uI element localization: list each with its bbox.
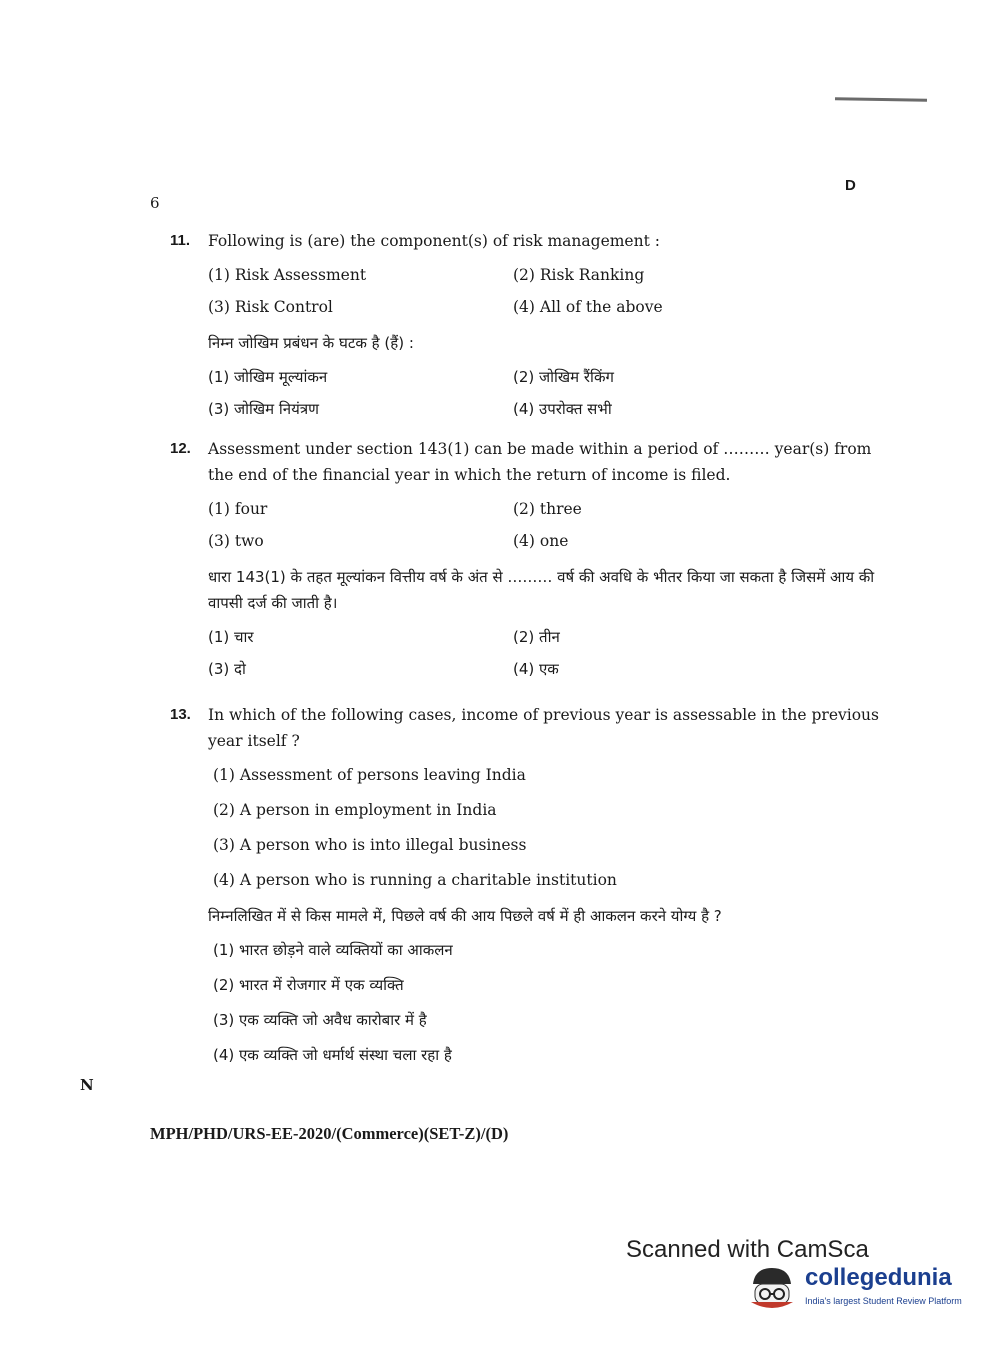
- question-text-en: In which of the following cases, income of previous year is assessable in the previous year itself ?: [208, 706, 879, 750]
- scan-mark: [835, 97, 927, 102]
- option: (2) तीन: [513, 628, 560, 646]
- question-text-hi: निम्न जोखिम प्रबंधन के घटक है (हैं) :: [208, 334, 414, 352]
- option: (3) Risk Control: [208, 298, 333, 316]
- question-text-hi: निम्नलिखित में से किस मामले में, पिछले वर्ष की आय पिछले वर्ष में ही आकलन करने योग्य है ?: [208, 907, 722, 925]
- brand-name: collegedunia: [805, 1264, 952, 1291]
- option: (3) जोखिम नियंत्रण: [208, 400, 319, 418]
- question-text-en: Assessment under section 143(1) can be made within a period of ……… year(s) from the end of the financial year in which the return of income is filed.: [208, 440, 872, 484]
- option: (4) one: [513, 532, 569, 550]
- options-en: [208, 262, 880, 320]
- options-hi: [213, 937, 880, 1068]
- question-text-hi: धारा 143(1) के तहत मूल्यांकन वित्तीय वर्ष के अंत से ……… वर्ष की अवधि के भीतर किया जा सकता है जिसमें आय की वापसी दर्ज की जाती है।: [208, 568, 875, 612]
- options-en: [208, 496, 880, 554]
- collegedunia-logo: [745, 1262, 975, 1312]
- question-text-en: Following is (are) the component(s) of risk management :: [208, 232, 660, 250]
- question-12: [170, 436, 880, 682]
- question-11: [170, 228, 880, 422]
- option: (4) एक: [513, 660, 559, 678]
- option: (2) Risk Ranking: [513, 266, 645, 284]
- option: (3) एक व्यक्ति जो अवैध कारोबार में है: [213, 1011, 427, 1029]
- option: (3) दो: [208, 660, 246, 678]
- option: (1) जोखिम मूल्यांकन: [208, 368, 328, 386]
- options-hi: [208, 364, 880, 422]
- option: (1) four: [208, 500, 268, 518]
- option: (1) भारत छोड़ने वाले व्यक्तियों का आकलन: [213, 941, 453, 959]
- page-number: 6: [150, 194, 160, 212]
- option: (2) three: [513, 500, 582, 518]
- option: (2) भारत में रोजगार में एक व्यक्ति: [213, 976, 404, 994]
- option: (1) Assessment of persons leaving India: [213, 766, 526, 784]
- option: (2) A person in employment in India: [213, 801, 497, 819]
- mascot-icon: [745, 1262, 799, 1312]
- option: (4) All of the above: [513, 298, 663, 316]
- option: (3) two: [208, 532, 264, 550]
- option: (4) उपरोक्त सभी: [513, 400, 612, 418]
- option: (4) A person who is running a charitable institution: [213, 871, 617, 889]
- options-en: [213, 762, 880, 893]
- question-13: [170, 702, 880, 1068]
- option: (2) जोखिम रैंकिंग: [513, 368, 614, 386]
- footer-code: MPH/PHD/URS-EE-2020/(Commerce)(SET-Z)/(D): [150, 1124, 509, 1143]
- question-number: 12.: [170, 440, 191, 457]
- option: (1) चार: [208, 628, 254, 646]
- scanner-watermark: Scanned with CamSca: [626, 1236, 869, 1263]
- option: (1) Risk Assessment: [208, 266, 367, 284]
- question-number: 13.: [170, 706, 191, 723]
- option: (3) A person who is into illegal business: [213, 836, 527, 854]
- margin-mark: N: [80, 1076, 94, 1094]
- set-letter: D: [845, 177, 856, 194]
- option: (4) एक व्यक्ति जो धर्मार्थ संस्था चला रहा है: [213, 1046, 452, 1064]
- options-hi: [208, 624, 880, 682]
- question-number: 11.: [170, 232, 191, 249]
- brand-tagline: India's largest Student Review Platform: [805, 1296, 962, 1306]
